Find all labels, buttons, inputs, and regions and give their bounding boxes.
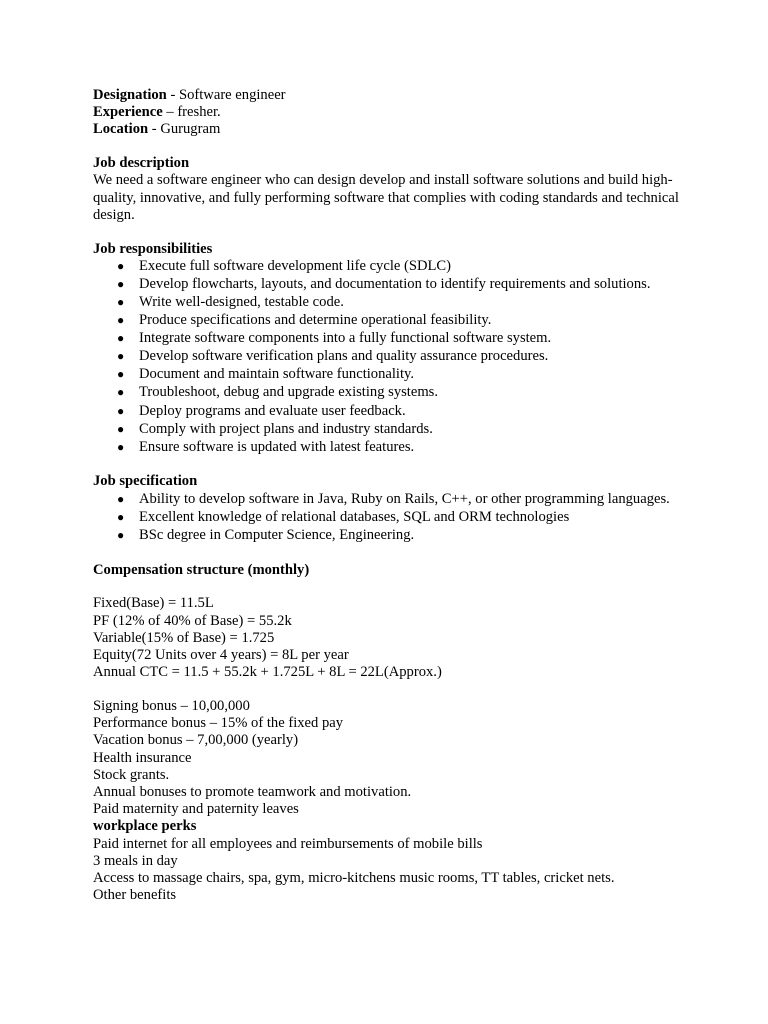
- experience-value: fresher.: [177, 104, 221, 121]
- benefit-line: Annual bonuses to promote teamwork and motivation.: [93, 783, 412, 800]
- spacer: [93, 139, 683, 156]
- list-item: ● BSc degree in Computer Science, Engineering.: [117, 526, 415, 543]
- bullet-icon: ●: [117, 385, 125, 400]
- experience-separator: –: [162, 104, 178, 121]
- list-item: ● Develop software verification plans and quality assurance procedures.: [117, 348, 549, 365]
- spacer: [93, 224, 683, 241]
- bullet-icon: ●: [117, 491, 125, 506]
- experience-label: Experience: [93, 104, 163, 121]
- benefit-line: Performance bonus – 15% of the fixed pay: [93, 715, 344, 732]
- experience-line: [93, 104, 683, 121]
- list-item: ● Execute full software development life cycle (SDLC): [117, 257, 452, 274]
- compensation-line: PF (12% of 40% of Base) = 55.2k: [93, 612, 292, 629]
- benefit-line: Vacation bonus – 7,00,000 (yearly): [93, 732, 299, 749]
- responsibilities-heading: Job responsibilities: [93, 240, 213, 257]
- bullet-icon: ●: [117, 509, 125, 524]
- spacer: [93, 457, 683, 474]
- specification-list: [93, 491, 683, 544]
- compensation-line: Fixed(Base) = 11.5L: [93, 595, 214, 612]
- list-item: ● Deploy programs and evaluate user feedback.: [117, 402, 406, 419]
- document-page: [93, 87, 683, 904]
- bullet-icon: ●: [117, 421, 125, 436]
- spacer: [93, 545, 683, 562]
- list-item: ● Produce specifications and determine operational feasibility.: [117, 312, 492, 329]
- list-item: ● Integrate software components into a fully functional software system.: [117, 330, 552, 347]
- bullet-icon: ●: [117, 439, 125, 454]
- job-description-heading: Job description: [93, 155, 190, 172]
- spacer: [93, 681, 683, 698]
- perk-line: Other benefits: [93, 887, 177, 904]
- bullet-icon: ●: [117, 258, 125, 273]
- job-description-text: We need a software engineer who can design develop and install software solutions and build high-quality, innovative, and fully performing software that complies with coding standards and technical design.: [93, 172, 679, 223]
- spacer: [93, 579, 683, 596]
- location-line: [93, 121, 683, 138]
- workplace-perks-heading: workplace perks: [93, 818, 197, 835]
- location-separator: -: [148, 121, 161, 138]
- bullet-icon: ●: [117, 367, 125, 382]
- benefit-line: Health insurance: [93, 749, 192, 766]
- compensation-heading: Compensation structure (monthly): [93, 561, 310, 578]
- list-item: ● Document and maintain software functionality.: [117, 366, 415, 383]
- compensation-line: Annual CTC = 11.5 + 55.2k + 1.725L + 8L = 22L(Approx.): [93, 664, 442, 681]
- list-item: ● Excellent knowledge of relational databases, SQL and ORM technologies: [117, 508, 570, 525]
- bullet-icon: ●: [117, 313, 125, 328]
- list-item: ● Troubleshoot, debug and upgrade existing systems.: [117, 384, 439, 401]
- perk-line: Paid internet for all employees and reimbursements of mobile bills: [93, 835, 483, 852]
- responsibilities-list: [93, 258, 683, 456]
- compensation-line: Variable(15% of Base) = 1.725: [93, 629, 275, 646]
- bullet-icon: ●: [117, 349, 125, 364]
- list-item: ● Ability to develop software in Java, Ruby on Rails, C++, or other programming languages.: [117, 490, 670, 507]
- perk-line: 3 meals in day: [93, 852, 178, 869]
- location-label: Location: [93, 121, 149, 138]
- specification-heading: Job specification: [93, 473, 198, 490]
- bullet-icon: ●: [117, 527, 125, 542]
- list-item: ● Comply with project plans and industry standards.: [117, 420, 433, 437]
- bullet-icon: ●: [117, 403, 125, 418]
- list-item: ● Develop flowcharts, layouts, and documentation to identify requirements and solutions.: [117, 275, 651, 292]
- location-value: Gurugram: [160, 121, 221, 138]
- list-item: ● Write well-designed, testable code.: [117, 294, 344, 310]
- bullet-icon: ●: [117, 276, 125, 291]
- designation-value: Software engineer: [178, 87, 286, 103]
- bullet-icon: ●: [117, 295, 125, 309]
- list-item: ● Ensure software is updated with latest features.: [117, 438, 415, 455]
- benefit-line: Stock grants.: [93, 766, 170, 783]
- designation-line: [93, 87, 683, 104]
- compensation-line: Equity(72 Units over 4 years) = 8L per year: [93, 646, 349, 663]
- bullet-icon: ●: [117, 331, 125, 346]
- designation-label: Designation: [93, 87, 167, 103]
- designation-separator: -: [166, 87, 179, 103]
- benefit-line: Paid maternity and paternity leaves: [93, 801, 299, 818]
- perk-line: Access to massage chairs, spa, gym, micro-kitchens music rooms, TT tables, cricket nets.: [93, 869, 615, 886]
- benefit-line: Signing bonus – 10,00,000: [93, 697, 250, 714]
